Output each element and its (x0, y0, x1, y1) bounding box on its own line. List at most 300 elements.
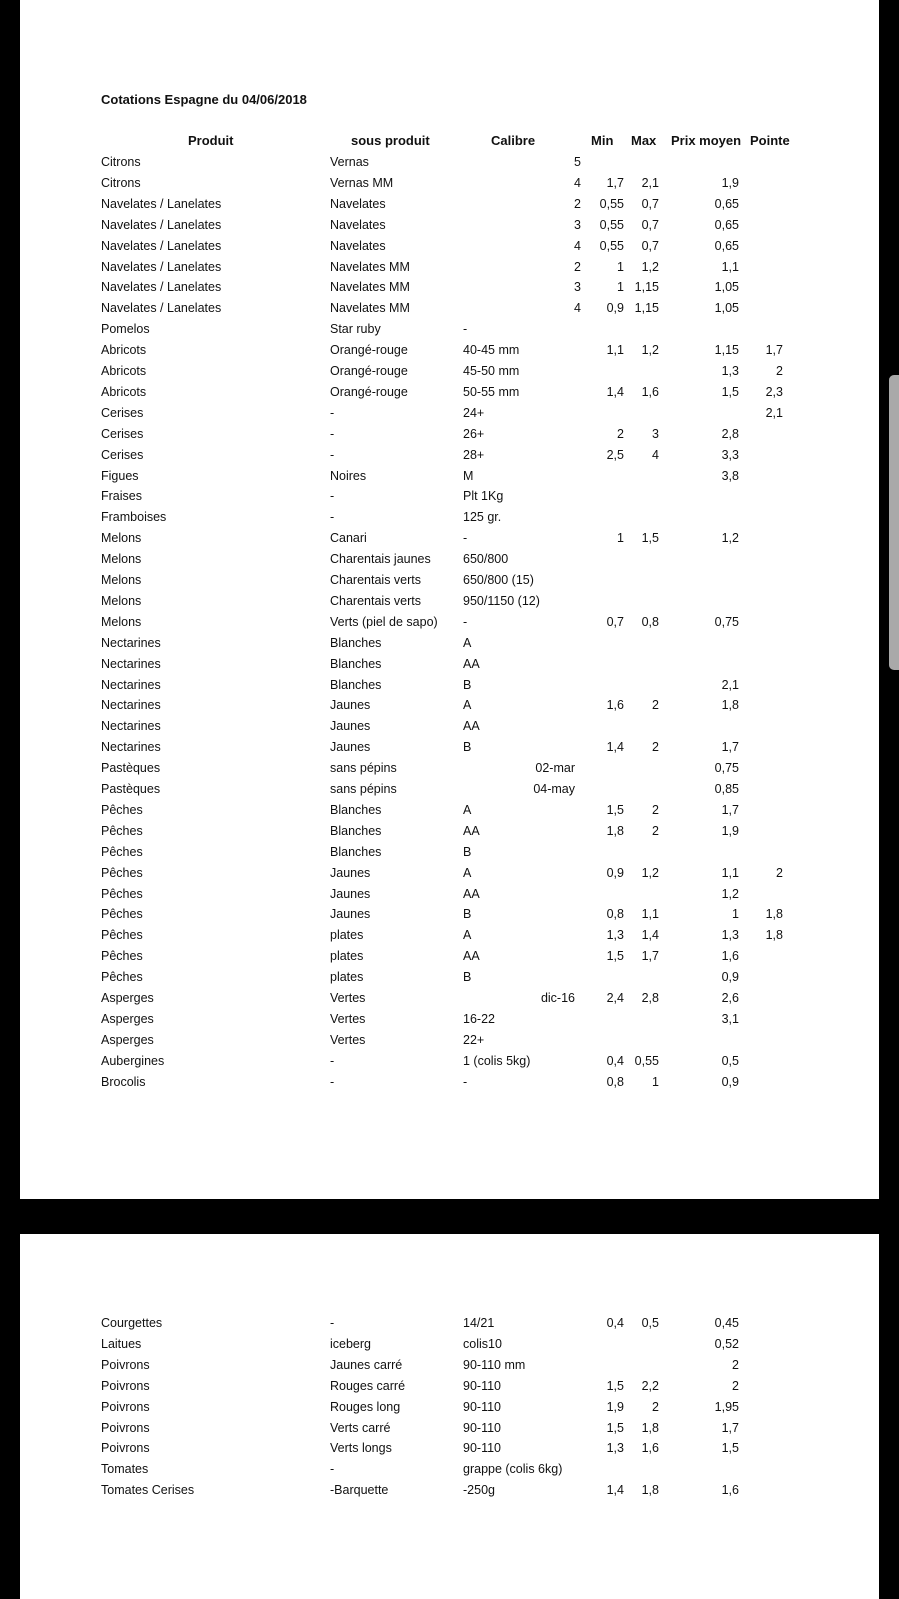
sous-produit-cell: Orangé-rouge (330, 364, 408, 378)
max-cell: 2,8 (641, 991, 659, 1005)
produit-cell: Navelates / Lanelates (101, 301, 222, 316)
table-row (20, 1358, 879, 1378)
max-cell: 1,2 (641, 259, 659, 274)
min-cell: 1,3 (606, 928, 624, 943)
min-cell: 1,6 (606, 698, 624, 713)
sous-produit-cell: Charentais verts (330, 593, 422, 608)
sous-produit-cell: - (330, 1074, 335, 1089)
produit-cell: Nectarines (101, 698, 161, 713)
max-cell: 0,7 (641, 196, 659, 211)
min-cell: 1,9 (606, 1399, 624, 1414)
prix-moyen-cell: 0,75 (714, 614, 739, 629)
min-cell: 1,4 (606, 1483, 624, 1498)
produit-cell: Citrons (101, 175, 141, 190)
table-row (20, 866, 879, 886)
table-row (20, 1012, 879, 1032)
table-row (20, 970, 879, 990)
calibre-cell: -250g (463, 1483, 495, 1498)
sous-produit-cell: plates (330, 949, 364, 964)
table-row (20, 928, 879, 948)
calibre-cell: 40-45 mm (463, 343, 520, 358)
sous-produit-cell: Vertes (330, 1011, 366, 1026)
max-cell: 2 (652, 802, 659, 817)
pointe-cell: 2 (776, 364, 783, 378)
table-row (20, 1441, 879, 1461)
max-cell: 1,4 (641, 928, 659, 943)
header-produit: Produit (188, 133, 234, 148)
calibre-cell: B (463, 740, 472, 755)
sous-produit-cell: Navelates MM (330, 280, 410, 295)
produit-cell: Pêches (101, 928, 143, 943)
table-row (20, 1483, 879, 1503)
table-row (20, 427, 879, 447)
prix-moyen-cell: 1,7 (721, 802, 739, 817)
produit-cell: Courgettes (101, 1316, 163, 1330)
produit-cell: Pêches (101, 886, 143, 901)
table-row (20, 907, 879, 927)
table-row (20, 845, 879, 865)
produit-cell: Navelates / Lanelates (101, 280, 222, 295)
sous-produit-cell: Vernas MM (330, 175, 394, 190)
sous-produit-cell: Vertes (330, 991, 366, 1005)
sous-produit-cell: Orangé-rouge (330, 343, 408, 358)
calibre-cell: 50-55 mm (463, 384, 520, 399)
sous-produit-cell: - (330, 1462, 335, 1477)
table-row (20, 1400, 879, 1420)
calibre-cell: 90-110 (463, 1420, 501, 1435)
produit-cell: Citrons (101, 155, 141, 169)
document-title: Cotations Espagne du 04/06/2018 (101, 92, 307, 107)
max-cell: 1,15 (634, 301, 659, 316)
sous-produit-cell: Rouges carré (330, 1378, 406, 1393)
max-cell: 1,2 (641, 865, 659, 880)
min-cell: 1 (617, 259, 624, 274)
calibre-cell: colis10 (463, 1336, 502, 1351)
table-row (20, 510, 879, 530)
prix-moyen-cell: 1,9 (721, 175, 739, 190)
min-cell: 1 (617, 531, 624, 546)
produit-cell: Pomelos (101, 322, 150, 337)
calibre-cell: - (463, 531, 468, 546)
table-row (20, 949, 879, 969)
min-cell: 0,55 (599, 217, 624, 232)
table-row (20, 824, 879, 844)
min-cell: 0,7 (606, 614, 624, 629)
calibre-cell: B (463, 844, 472, 859)
produit-cell: Nectarines (101, 677, 161, 692)
max-cell: 1,5 (641, 531, 659, 546)
prix-moyen-cell: 1,3 (721, 364, 739, 378)
calibre-number-cell: 2 (574, 259, 581, 274)
table-row (20, 698, 879, 718)
min-cell: 2,5 (606, 447, 624, 462)
max-cell: 0,55 (634, 1053, 659, 1068)
sous-produit-cell: Blanches (330, 844, 382, 859)
sous-produit-cell: Jaunes carré (330, 1357, 403, 1372)
max-cell: 0,7 (641, 217, 659, 232)
prix-moyen-cell: 0,65 (714, 217, 739, 232)
min-cell: 0,8 (606, 907, 624, 922)
min-cell: 1,1 (606, 343, 624, 358)
sous-produit-cell: - (330, 447, 335, 462)
document-page-1 (20, 0, 879, 1199)
max-cell: 2 (652, 698, 659, 713)
sous-produit-cell: - (330, 489, 335, 504)
prix-moyen-cell: 0,45 (714, 1316, 739, 1330)
min-cell: 0,55 (599, 196, 624, 211)
min-cell: 0,55 (599, 238, 624, 253)
table-row (20, 1421, 879, 1441)
sous-produit-cell: plates (330, 928, 364, 943)
produit-cell: Nectarines (101, 719, 161, 734)
prix-moyen-cell: 0,9 (721, 970, 739, 985)
produit-cell: Pastèques (101, 761, 161, 776)
produit-cell: Brocolis (101, 1074, 146, 1089)
table-row (20, 1462, 879, 1482)
produit-cell: Fraises (101, 489, 142, 504)
produit-cell: Navelates / Lanelates (101, 238, 222, 253)
sous-produit-cell: Jaunes (330, 865, 371, 880)
produit-cell: Nectarines (101, 656, 161, 671)
produit-cell: Framboises (101, 510, 167, 525)
min-cell: 0,4 (606, 1053, 624, 1068)
calibre-cell: 90-110 (463, 1378, 501, 1393)
calibre-cell: B (463, 907, 472, 922)
max-cell: 1,6 (641, 1441, 659, 1456)
sous-produit-cell: Charentais jaunes (330, 552, 431, 567)
table-row (20, 573, 879, 593)
calibre-cell: 28+ (463, 447, 485, 462)
min-cell: 1,5 (606, 1378, 624, 1393)
prix-moyen-cell: 1,1 (721, 865, 739, 880)
table-row (20, 782, 879, 802)
prix-moyen-cell: 3,1 (721, 1011, 739, 1026)
calibre-cell: 24+ (463, 405, 485, 420)
max-cell: 1,8 (641, 1420, 659, 1435)
sous-produit-cell: Blanches (330, 656, 382, 671)
table-row (20, 364, 879, 384)
calibre-cell: AA (463, 823, 480, 838)
prix-moyen-cell: 1,6 (721, 1483, 739, 1498)
sous-produit-cell: Blanches (330, 823, 382, 838)
header-prix-moyen: Prix moyen (671, 133, 742, 148)
produit-cell: Navelates / Lanelates (101, 196, 222, 211)
table-row (20, 615, 879, 635)
prix-moyen-cell: 0,52 (714, 1336, 739, 1351)
sous-produit-cell: Canari (330, 531, 367, 546)
table-row (20, 406, 879, 426)
max-cell: 1,6 (641, 384, 659, 399)
produit-cell: Tomates Cerises (101, 1483, 195, 1498)
calibre-cell: 90-110 (463, 1441, 501, 1456)
pointe-cell: 2,1 (765, 405, 783, 420)
calibre-cell: AA (463, 949, 480, 964)
max-cell: 1,8 (641, 1483, 659, 1498)
calibre-number-cell: 2 (574, 196, 581, 211)
calibre-cell: AA (463, 886, 480, 901)
prix-moyen-cell: 1,7 (721, 740, 739, 755)
produit-cell: Poivrons (101, 1420, 150, 1435)
min-cell: 1,8 (606, 823, 624, 838)
sous-produit-cell: Navelates (330, 196, 386, 211)
prix-moyen-cell: 1,1 (721, 259, 739, 274)
calibre-cell: 1 (colis 5kg) (463, 1053, 531, 1068)
prix-moyen-cell: 1 (732, 907, 739, 922)
produit-cell: Asperges (101, 1032, 154, 1047)
calibre-number-cell: 5 (574, 155, 581, 169)
sous-produit-cell: Navelates MM (330, 259, 410, 274)
sous-produit-cell: Navelates (330, 238, 386, 253)
calibre-cell: A (463, 635, 472, 650)
produit-cell: Laitues (101, 1336, 142, 1351)
pointe-cell: 2,3 (765, 384, 783, 399)
header-max: Max (631, 133, 657, 148)
table-row (20, 448, 879, 468)
sous-produit-cell: Star ruby (330, 322, 381, 337)
produit-cell: Nectarines (101, 740, 161, 755)
prix-moyen-cell: 0,65 (714, 238, 739, 253)
prix-moyen-cell: 1,15 (714, 343, 739, 358)
max-cell: 0,5 (641, 1316, 659, 1330)
calibre-date-cell: 04-may (533, 782, 575, 796)
sous-produit-cell: sans pépins (330, 761, 397, 776)
produit-cell: Cerises (101, 426, 144, 441)
pointe-cell: 1,8 (765, 907, 783, 922)
produit-cell: Abricots (101, 364, 147, 378)
min-cell: 0,9 (606, 301, 624, 316)
produit-cell: Poivrons (101, 1441, 150, 1456)
max-cell: 1 (652, 1074, 659, 1089)
min-cell: 1,5 (606, 1420, 624, 1435)
prix-moyen-cell: 1,5 (721, 1441, 739, 1456)
max-cell: 1,7 (641, 949, 659, 964)
prix-moyen-cell: 2,6 (721, 991, 739, 1005)
table-row (20, 176, 879, 196)
sous-produit-cell: - (330, 1316, 335, 1330)
table-row (20, 1316, 879, 1336)
calibre-cell: 14/21 (463, 1316, 495, 1330)
calibre-cell: A (463, 802, 472, 817)
calibre-cell: - (463, 322, 468, 337)
sous-produit-cell: Rouges long (330, 1399, 401, 1414)
produit-cell: Pêches (101, 949, 143, 964)
produit-cell: Melons (101, 573, 142, 587)
min-cell: 1 (617, 280, 624, 295)
sous-produit-cell: Navelates (330, 217, 386, 232)
calibre-number-cell: 4 (574, 175, 581, 190)
calibre-cell: 90-110 mm (463, 1357, 526, 1372)
sous-produit-cell: Verts (piel de sapo) (330, 614, 438, 629)
produit-cell: Navelates / Lanelates (101, 217, 222, 232)
calibre-cell: 26+ (463, 426, 485, 441)
prix-moyen-cell: 3,8 (721, 468, 739, 483)
prix-moyen-cell: 3,3 (721, 447, 739, 462)
pointe-cell: 2 (776, 865, 783, 880)
calibre-cell: Plt 1Kg (463, 489, 504, 504)
table-row (20, 280, 879, 300)
table-row (20, 991, 879, 1011)
sous-produit-cell: - (330, 426, 335, 441)
calibre-cell: B (463, 677, 472, 692)
table-row (20, 197, 879, 217)
prix-moyen-cell: 2,8 (721, 426, 739, 441)
max-cell: 1,15 (634, 280, 659, 295)
table-row (20, 719, 879, 739)
calibre-cell: 650/800 (463, 552, 509, 567)
min-cell: 1,4 (606, 384, 624, 399)
header-pointe: Pointe (750, 133, 790, 148)
table-row (20, 552, 879, 572)
calibre-cell: 90-110 (463, 1399, 501, 1414)
sous-produit-cell: plates (330, 970, 364, 985)
calibre-number-cell: 4 (574, 301, 581, 316)
min-cell: 0,4 (606, 1316, 624, 1330)
table-row (20, 239, 879, 259)
produit-cell: Pêches (101, 802, 143, 817)
calibre-number-cell: 4 (574, 238, 581, 253)
sous-produit-cell: Vernas (330, 155, 369, 169)
produit-cell: Navelates / Lanelates (101, 259, 222, 274)
min-cell: 1,5 (606, 802, 624, 817)
sous-produit-cell: Jaunes (330, 719, 371, 734)
sous-produit-cell: Verts carré (330, 1420, 391, 1435)
calibre-cell: 125 gr. (463, 510, 502, 525)
table-row (20, 343, 879, 363)
table-row (20, 260, 879, 280)
calibre-cell: M (463, 468, 474, 483)
min-cell: 1,5 (606, 949, 624, 964)
produit-cell: Abricots (101, 384, 147, 399)
min-cell: 0,8 (606, 1074, 624, 1089)
prix-moyen-cell: 1,3 (721, 928, 739, 943)
prix-moyen-cell: 1,95 (714, 1399, 739, 1414)
calibre-number-cell: 3 (574, 217, 581, 232)
produit-cell: Melons (101, 593, 142, 608)
min-cell: 1,4 (606, 740, 624, 755)
produit-cell: Pêches (101, 970, 143, 985)
prix-moyen-cell: 1,2 (721, 886, 739, 901)
calibre-cell: 22+ (463, 1032, 485, 1047)
calibre-cell: AA (463, 719, 480, 734)
table-row (20, 678, 879, 698)
calibre-cell: 16-22 (463, 1011, 495, 1026)
produit-cell: Pastèques (101, 782, 161, 796)
prix-moyen-cell: 0,5 (721, 1053, 739, 1068)
sous-produit-cell: Blanches (330, 635, 382, 650)
header-sous-produit: sous produit (351, 133, 430, 148)
produit-cell: Abricots (101, 343, 147, 358)
prix-moyen-cell: 1,9 (721, 823, 739, 838)
prix-moyen-cell: 1,2 (721, 531, 739, 546)
calibre-cell: 950/1150 (12) (463, 593, 540, 608)
table-row (20, 636, 879, 656)
sous-produit-cell: Jaunes (330, 886, 371, 901)
table-row (20, 761, 879, 781)
sous-produit-cell: Verts longs (330, 1441, 392, 1456)
table-row (20, 740, 879, 760)
produit-cell: Nectarines (101, 635, 161, 650)
table-row (20, 887, 879, 907)
table-row (20, 594, 879, 614)
sous-produit-cell: sans pépins (330, 782, 397, 796)
min-cell: 1,7 (606, 175, 624, 190)
produit-cell: Pêches (101, 907, 143, 922)
sous-produit-cell: Jaunes (330, 698, 371, 713)
document-page-2 (20, 1234, 879, 1599)
calibre-cell: 650/800 (15) (463, 573, 534, 587)
calibre-cell: - (463, 614, 468, 629)
sous-produit-cell: - (330, 510, 335, 525)
calibre-cell: A (463, 928, 472, 943)
max-cell: 1,2 (641, 343, 659, 358)
pointe-cell: 1,7 (765, 343, 783, 358)
table-row (20, 301, 879, 321)
prix-moyen-cell: 2 (732, 1378, 739, 1393)
max-cell: 2,2 (641, 1378, 659, 1393)
calibre-cell: grappe (colis 6kg) (463, 1462, 563, 1477)
sous-produit-cell: - (330, 405, 335, 420)
prix-moyen-cell: 1,05 (714, 301, 739, 316)
prix-moyen-cell: 2,1 (721, 677, 739, 692)
calibre-date-cell: 02-mar (535, 761, 575, 776)
produit-cell: Poivrons (101, 1378, 150, 1393)
min-cell: 1,3 (606, 1441, 624, 1456)
prix-moyen-cell: 1,7 (721, 1420, 739, 1435)
produit-cell: Melons (101, 614, 142, 629)
max-cell: 2 (652, 823, 659, 838)
produit-cell: Pêches (101, 844, 143, 859)
prix-moyen-cell: 1,05 (714, 280, 739, 295)
table-row (20, 218, 879, 238)
prix-moyen-cell: 0,9 (721, 1074, 739, 1089)
produit-cell: Poivrons (101, 1357, 150, 1372)
calibre-cell: AA (463, 656, 480, 671)
table-row (20, 1054, 879, 1074)
max-cell: 2,1 (641, 175, 659, 190)
calibre-date-cell: dic-16 (540, 991, 575, 1005)
min-cell: 2 (617, 426, 624, 441)
produit-cell: Poivrons (101, 1399, 150, 1414)
max-cell: 4 (652, 447, 659, 462)
max-cell: 3 (652, 426, 659, 441)
produit-cell: Aubergines (101, 1053, 165, 1068)
produit-cell: Melons (101, 552, 142, 567)
produit-cell: Cerises (101, 405, 144, 420)
prix-moyen-cell: 0,65 (714, 196, 739, 211)
calibre-cell: 45-50 mm (463, 364, 520, 378)
table-row (20, 469, 879, 489)
sous-produit-cell: Vertes (330, 1032, 366, 1047)
table-row (20, 1075, 879, 1095)
prix-moyen-cell: 1,6 (721, 949, 739, 964)
max-cell: 1,1 (641, 907, 659, 922)
table-row (20, 1379, 879, 1399)
prix-moyen-cell: 0,75 (714, 761, 739, 776)
table-row (20, 155, 879, 175)
table-row (20, 1033, 879, 1053)
table-row (20, 489, 879, 509)
sous-produit-cell: Blanches (330, 677, 382, 692)
sous-produit-cell: Charentais verts (330, 573, 422, 587)
sous-produit-cell: Orangé-rouge (330, 384, 408, 399)
scrollbar-thumb[interactable] (889, 375, 899, 670)
sous-produit-cell: Blanches (330, 802, 382, 817)
table-row (20, 803, 879, 823)
sous-produit-cell: Noires (330, 468, 367, 483)
max-cell: 2 (652, 1399, 659, 1414)
table-row (20, 657, 879, 677)
table-row (20, 322, 879, 342)
